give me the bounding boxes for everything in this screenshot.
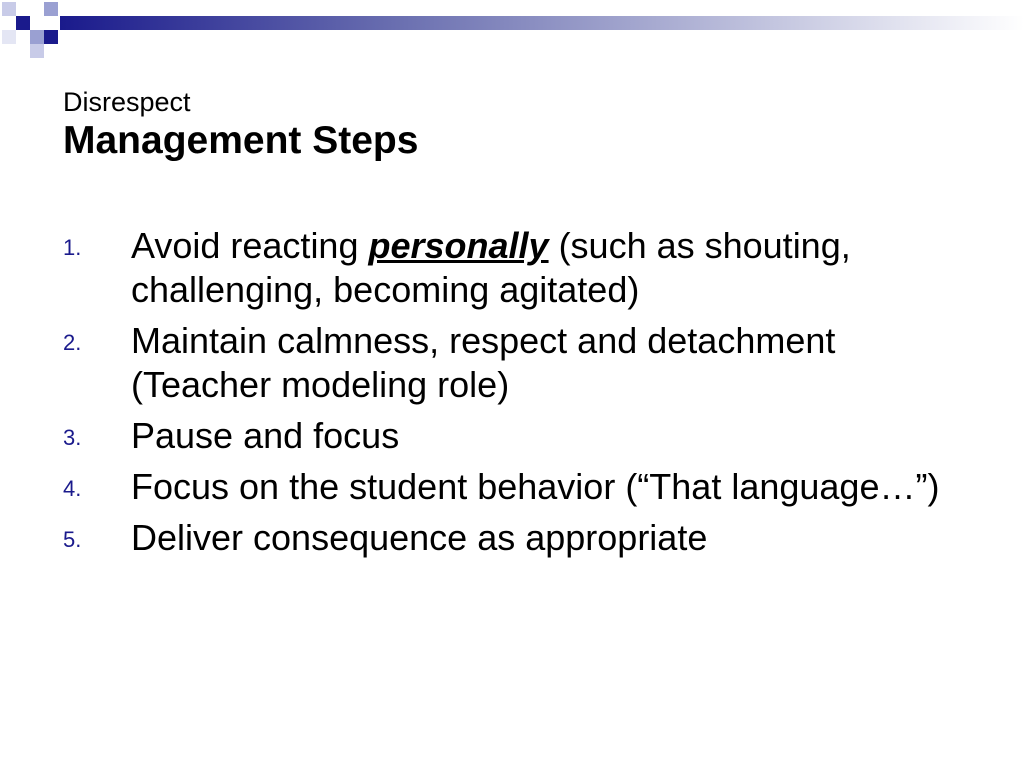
deco-square-light-3 xyxy=(2,30,16,44)
step-number: 5. xyxy=(63,527,82,552)
slide-title-block xyxy=(63,86,418,164)
step-text: Deliver consequence as appropriate xyxy=(131,517,708,558)
deco-square-navy-1 xyxy=(16,16,30,30)
step-text-before: Avoid reacting xyxy=(131,225,369,266)
slide-subtitle: Disrespect xyxy=(63,87,191,117)
deco-square-light-2 xyxy=(30,44,44,58)
step-text-after: (such as shouting, challenging, becoming agitated) xyxy=(131,225,851,310)
header-gradient-bar xyxy=(60,16,1024,30)
slide-title: Management Steps xyxy=(63,119,419,162)
list-item xyxy=(63,319,963,407)
step-number: 4. xyxy=(63,476,82,501)
deco-square-lavender-2 xyxy=(30,30,44,44)
step-number: 1. xyxy=(63,235,82,260)
deco-square-light-1 xyxy=(2,2,16,16)
step-text: Pause and focus xyxy=(131,415,400,456)
list-item xyxy=(63,516,963,560)
deco-square-lavender-1 xyxy=(44,2,58,16)
step-emphasis: personally xyxy=(368,225,549,266)
steps-list xyxy=(63,224,963,567)
step-text: Focus on the student behavior (“That language…”) xyxy=(131,466,940,507)
header-decoration xyxy=(0,0,1024,60)
step-text: Maintain calmness, respect and detachment (Teacher modeling role) xyxy=(131,320,836,405)
deco-square-navy-2 xyxy=(44,30,58,44)
list-item xyxy=(63,465,963,509)
step-number: 2. xyxy=(63,330,82,355)
step-number: 3. xyxy=(63,425,82,450)
list-item xyxy=(63,414,963,458)
list-item xyxy=(63,224,963,312)
